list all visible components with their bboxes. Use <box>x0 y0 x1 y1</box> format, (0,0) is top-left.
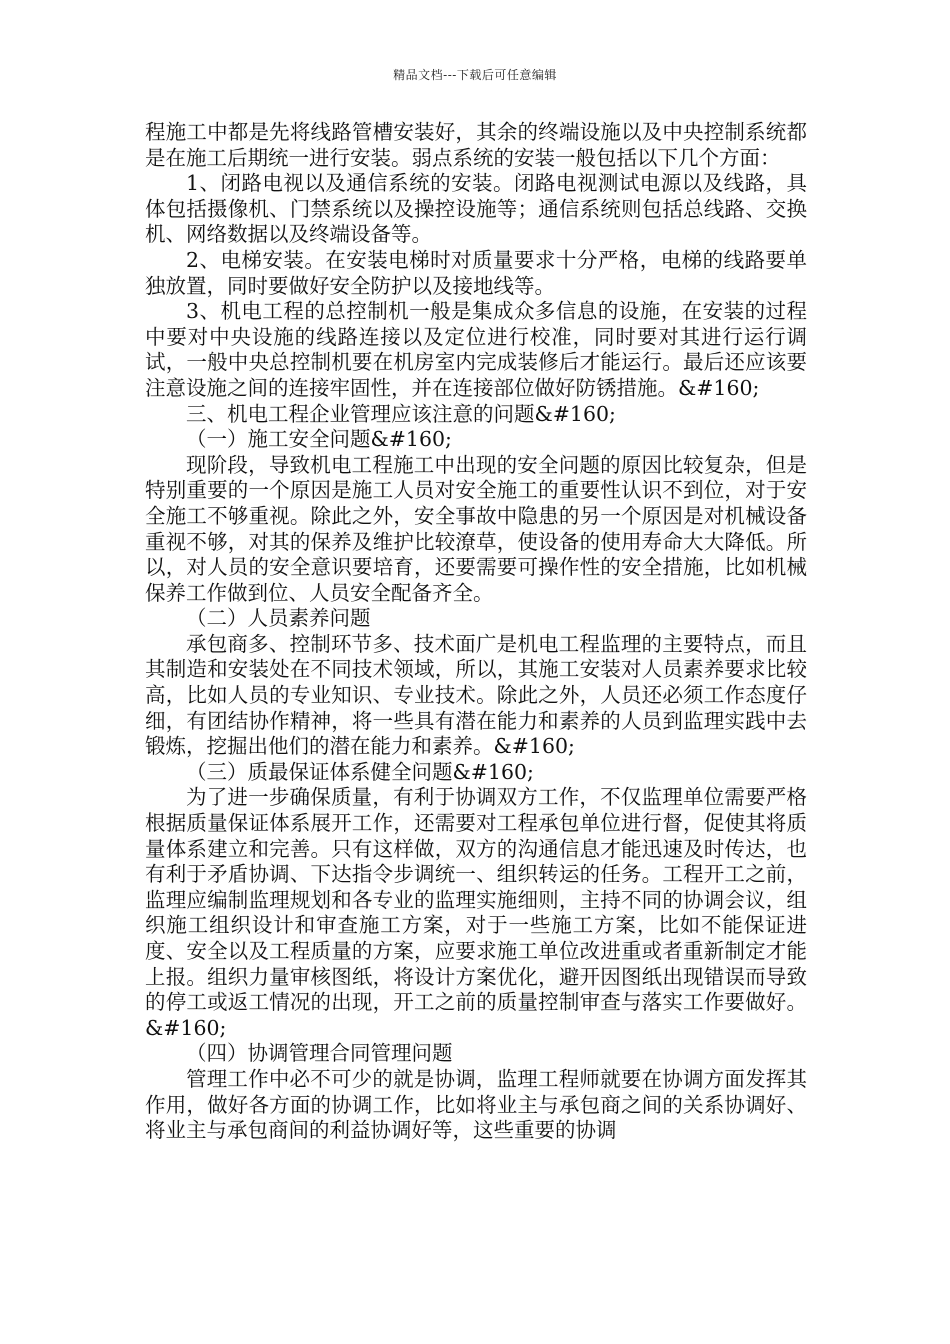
subheading-personnel: （二）人员素养问题 <box>186 606 371 631</box>
subheading-safety: （一）施工安全问题&#160; <box>186 427 452 452</box>
document-body <box>145 120 807 1144</box>
paragraph-item-1: 1、闭路电视以及通信系统的安装。闭路电视测试电源以及线路，具体包括摄像机、门禁系统以及操控设施等；通信系统则包括总线路、交换机、网络数据以及终端设备等。 <box>145 171 807 247</box>
paragraph-quality: 为了进一步确保质量，有利于协调双方工作，不仅监理单位需要严格根据质量保证体系展开工作，还需要对工程承包单位进行督，促使其将质量体系建立和完善。只有这样做，双方的沟通信息才能迅速及时传达，也有利于矛盾协调、下达指令步调统一、组织转运的任务。工程开工之前，监理应编制监理规划和各专业的监理实施细则，主持不同的协调会议，组织施工组织设计和审查施工方案，对于一些施工方案，比如不能保证进度、安全以及工程质量的方案，应要求施工单位改进重或者重新制定才能上报。组织力量审核图纸，将设计方案优化，避开因图纸出现错误而导致的停工或返工情况的出现，开工之前的质量控制审查与落实工作要做好。&#160; <box>145 785 807 1040</box>
section-heading-3: 三、机电工程企业管理应该注意的问题&#160; <box>186 401 616 426</box>
paragraph-item-3: 3、机电工程的总控制机一般是集成众多信息的设施，在安装的过程中要对中央设施的线路连接以及定位进行校准，同时要对其进行运行调试，一般中央总控制机要在机房室内完成装修后才能运行。最后还应该要注意设施之间的连接牢固性，并在连接部位做好防锈措施。&#160; <box>145 299 807 400</box>
subheading-coordination: （四）协调管理合同管理问题 <box>186 1041 453 1066</box>
subheading-quality: （三）质最保证体系健全问题&#160; <box>186 759 534 784</box>
paragraph-safety: 现阶段，导致机电工程施工中出现的安全问题的原因比较复杂，但是特别重要的一个原因是施工人员对安全施工的重要性认识不到位，对于安全施工不够重视。除此之外，安全事故中隐患的另一个原因是对机械设备重视不够，对其的保养及维护比较潦草，使设备的使用寿命大大降低。所以，对人员的安全意识要培育，还要需要可操作性的安全措施，比如机械保养工作做到位、人员安全配备齐全。 <box>145 452 807 605</box>
paragraph-item-2: 2、电梯安装。在安装电梯时对质量要求十分严格，电梯的线路要单独放置，同时要做好安全防护以及接地线等。 <box>145 247 807 298</box>
page-header: 精品文档---下载后可任意编辑 <box>393 68 557 82</box>
paragraph-personnel: 承包商多、控制环节多、技术面广是机电工程监理的主要特点，而且其制造和安装处在不同技术领域，所以，其施工安装对人员素养要求比较高，比如人员的专业知识、专业技术。除此之外，人员还必须工作态度仔细，有团结协作精神，将一些具有潜在能力和素养的人员到监理实践中去锻炼，挖掘出他们的潜在能力和素养。&#160; <box>145 631 807 759</box>
paragraph-intro-continued: 程施工中都是先将线路管槽安装好，其余的终端设施以及中央控制系统都是在施工后期统一进行安装。弱点系统的安装一般包括以下几个方面： <box>145 120 807 170</box>
paragraph-coordination: 管理工作中必不可少的就是协调，监理工程师就要在协调方面发挥其作用，做好各方面的协调工作，比如将业主与承包商之间的关系协调好、将业主与承包商间的利益协调好等，这些重要的协调 <box>145 1066 807 1143</box>
